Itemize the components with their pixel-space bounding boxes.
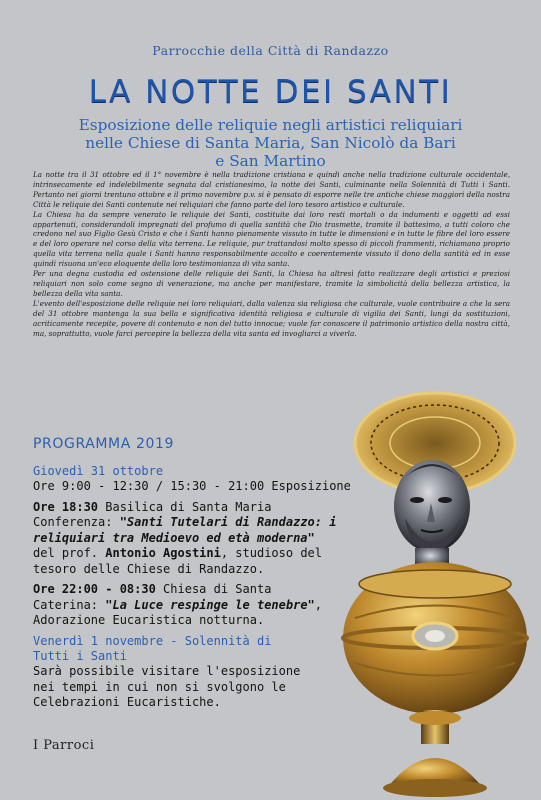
day1-label: Giovedì 31 ottobre bbox=[33, 464, 164, 478]
slot2-title1: "Santi Tutelari di Randazzo: i bbox=[119, 515, 337, 529]
programme-heading: PROGRAMMA 2019 bbox=[33, 436, 174, 452]
intro-paragraph: L'evento dell'esposizione delle reliquie nei loro reliquiari, dalla valenza sia religiosa che culturale, vuole contribuire a che la sera del 31 ottobre mantenga la sua bella e significativa identità religiosa e culturale di vigilia dei Santi, lungi da sostituzioni, acriticamente recepite, povere di contenuto e non del tutto innocue; vuole far conoscere il patrimonio artistico della nostra città, ma, soprattutto, vuole farci percepire la bellezza della vita santa ed invogliarci a viverla. bbox=[33, 298, 510, 338]
day1-slot3-line3: Adorazione Eucaristica notturna. bbox=[33, 613, 265, 627]
slot2-role1: , studioso del bbox=[220, 546, 322, 560]
page-title: LA NOTTE DEI SANTI bbox=[88, 74, 453, 110]
day2-label-line2: Tutti i Santi bbox=[33, 649, 127, 663]
slot2-by: del prof. bbox=[33, 546, 106, 560]
day1-slot2-line3 bbox=[33, 531, 353, 547]
intro-text bbox=[33, 170, 510, 338]
day1-slot2-line5: tesoro delle Chiese di Randazzo. bbox=[33, 561, 265, 576]
intro-paragraph: La notte tra il 31 ottobre ed il 1° novembre è nella tradizione cristiana e quindi anche nella tradizione culturale occidentale, intrinsecamente ed indelebilmente segnata dal cristianesimo, la notte dei Santi, culminante nella Solennità di Tutti i Santi. Pertanto nei giorni trentuno ottobre e il primo novembre p.v. si è pensato di esporre nelle tre antiche chiese maggiori della nostra Città le reliquie dei Santi contenute nei reliquiari che fanno parte del loro tesoro artistico e culturale. bbox=[33, 170, 510, 209]
day2-block bbox=[33, 634, 353, 711]
day1-slot3-line1 bbox=[33, 582, 353, 598]
parish-header: Parrocchie della Città di Randazzo bbox=[152, 43, 389, 58]
slot3-post: , bbox=[314, 597, 322, 612]
intro-paragraph: La Chiesa ha da sempre venerato le reliquie dei Santi, costituite dai loro resti mortali o da indumenti e oggetti ad essi appartenuti, considerandoli impregnati del profumo di quella santità che Dio trasmette, tramite il battesimo, a tutti coloro che credono nel suo Figlio Gesù Cristo e che i Santi hanno pienamente vissuto in tutte le dimensioni e in tutte le fibre del loro essere e del loro operare nel corso della vita terrena. Le reliquie, pur trattandosi molto spesso di piccoli frammenti, richiamano proprio quella vita terrena nella quale i Santi hanno responsabilmente accolto e coerentemente vissuto il dono della santità ed in esse quindi risuona un'eco eloquente della loro testimonianza di vita santa. bbox=[33, 209, 510, 269]
slot3-time: Ore 22:00 - 08:30 bbox=[33, 582, 156, 596]
slot3-place: Chiesa di Santa bbox=[155, 582, 272, 596]
slot2-time: Ore 18:30 bbox=[33, 499, 99, 514]
slot2-title2: reliquiari tra Medioevo ed età moderna" bbox=[33, 530, 315, 545]
day1-block bbox=[33, 464, 353, 629]
head-shape bbox=[394, 460, 470, 552]
subtitle-line: e San Martino bbox=[215, 152, 326, 170]
day1-slot1: Ore 9:00 - 12:30 / 15:30 - 21:00 Esposizione bbox=[33, 479, 351, 493]
subtitle-line: Esposizione delle reliquie negli artistici reliquiari bbox=[78, 116, 463, 134]
slot2-conf: Conferenza: bbox=[33, 515, 120, 529]
day1-slot2-line4 bbox=[33, 546, 353, 562]
day2-note-line: nei tempi in cui non si svolgono le bbox=[33, 679, 286, 694]
day1-slot2-line2 bbox=[33, 515, 353, 531]
slot3-title: "La Luce respinge le tenebre" bbox=[105, 597, 315, 612]
subtitle bbox=[0, 116, 541, 170]
slot3-pre: Caterina: bbox=[33, 597, 106, 612]
slot2-place: Basilica di Santa Maria bbox=[98, 499, 272, 514]
reliquary-bust-illustration bbox=[335, 388, 541, 800]
intro-paragraph: Per una degna custodia ed ostensione delle reliquie dei Santi, la Chiesa ha altresì fatto realizzare degli artistici e preziosi reliquiari non solo come segno di venerazione, ma anche per manifestare, tramite la simbolicità della bellezza artistica, la bellezza della vita santa. bbox=[33, 269, 510, 298]
subtitle-line: nelle Chiese di Santa Maria, San Nicolò da Bari bbox=[85, 134, 456, 152]
slot2-name: Antonio Agostini bbox=[105, 546, 221, 560]
day1-slot2-line1 bbox=[33, 500, 353, 516]
day1-slot3-line2 bbox=[33, 598, 353, 614]
day2-label-line1: Venerdì 1 novembre - Solennità di bbox=[33, 634, 272, 648]
day2-note-line: Celebrazioni Eucaristiche. bbox=[33, 695, 221, 709]
signature: I Parroci bbox=[33, 738, 95, 753]
day2-note-line: Sarà possibile visitare l'esposizione bbox=[33, 664, 301, 678]
